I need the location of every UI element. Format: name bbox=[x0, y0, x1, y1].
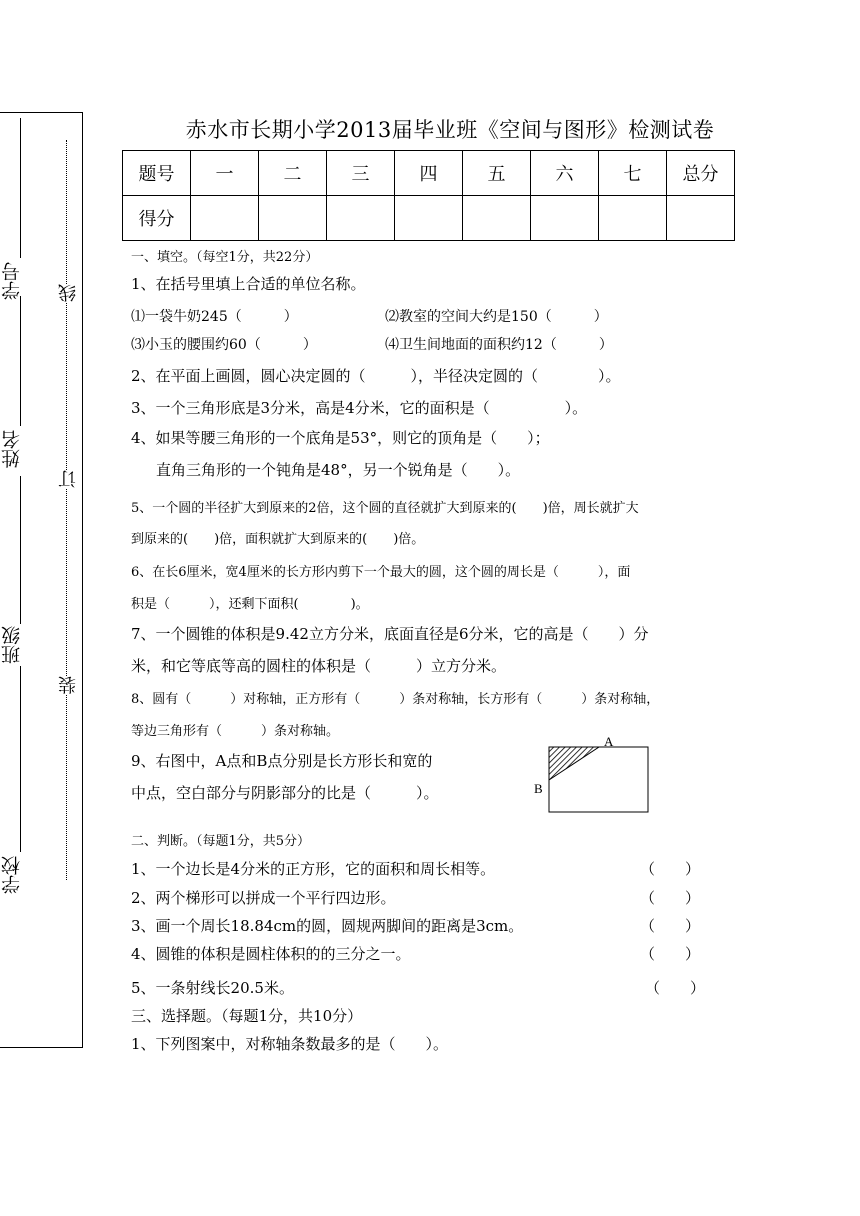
question-1d: ⑷卫生间地面的面积约12（ ） bbox=[385, 337, 613, 353]
question-3: 3、一个三角形底是3分米，高是4分米，它的面积是（ ）。 bbox=[131, 399, 588, 417]
header-cell: 七 bbox=[599, 151, 667, 196]
header-cell: 五 bbox=[463, 151, 531, 196]
score-table-score-row bbox=[123, 196, 735, 241]
exam-title: 赤水市长期小学2013届毕业班《空间与图形》检测试卷 bbox=[185, 118, 715, 142]
score-cell[interactable] bbox=[531, 196, 599, 241]
class-line bbox=[20, 476, 21, 624]
row-label-cell: 得分 bbox=[123, 196, 191, 241]
score-cell[interactable] bbox=[395, 196, 463, 241]
label-student-number: 学号 bbox=[1, 262, 23, 300]
question-9a: 9、右图中，A点和B点分别是长方形长和宽的 bbox=[131, 752, 433, 770]
name-line bbox=[20, 296, 21, 426]
label-name: 姓名 bbox=[1, 430, 23, 468]
figure-point-b: B bbox=[534, 781, 543, 796]
score-cell[interactable] bbox=[191, 196, 259, 241]
question-5b: 到原来的( )倍，面积就扩大到原来的( )倍。 bbox=[131, 532, 425, 547]
score-cell[interactable] bbox=[259, 196, 327, 241]
seal-char-xian: 线 bbox=[56, 284, 82, 302]
score-cell[interactable] bbox=[599, 196, 667, 241]
judge-answer-5[interactable]: （ ） bbox=[645, 979, 706, 997]
judge-answer-1[interactable]: （ ） bbox=[640, 860, 701, 878]
judge-item-1: 1、一个边长是4分米的正方形，它的面积和周长相等。 bbox=[131, 860, 496, 878]
section1-heading: 一、填空。（每空1分，共22分） bbox=[131, 250, 319, 265]
question-4a: 4、如果等腰三角形的一个底角是53°，则它的顶角是（ ）； bbox=[131, 429, 550, 447]
question-1: 1、在括号里填上合适的单位名称。 bbox=[131, 275, 366, 293]
judge-item-3: 3、画一个周长18.84cm的圆，圆规两脚间的距离是3cm。 bbox=[131, 917, 524, 935]
score-cell[interactable] bbox=[667, 196, 735, 241]
section3-heading: 三、选择题。（每题1分，共10分） bbox=[131, 1007, 363, 1025]
header-cell: 一 bbox=[191, 151, 259, 196]
judge-item-5: 5、一条射线长20.5米。 bbox=[131, 979, 294, 997]
question-7a: 7、一个圆锥的体积是9.42立方分米，底面直径是6分米，它的高是（ ）分 bbox=[131, 625, 649, 643]
question-4b: 直角三角形的一个钝角是48°，另一个锐角是（ ）。 bbox=[156, 461, 521, 479]
question-6b: 积是（ ），还剩下面积( )。 bbox=[131, 597, 369, 612]
score-cell[interactable] bbox=[463, 196, 531, 241]
header-cell: 三 bbox=[327, 151, 395, 196]
question-7b: 米，和它等底等高的圆柱的体积是（ ）立方分米。 bbox=[131, 657, 507, 675]
header-cell: 总分 bbox=[667, 151, 735, 196]
question-5a: 5、一个圆的半径扩大到原来的2倍，这个圆的直径就扩大到原来的( )倍，周长就扩大 bbox=[131, 501, 639, 516]
question-2: 2、在平面上画圆，圆心决定圆的（ ），半径决定圆的（ ）。 bbox=[131, 367, 621, 385]
school-line bbox=[20, 666, 21, 852]
seal-char-zhuang: 装 bbox=[56, 676, 82, 694]
choice-question-1: 1、下列图案中，对称轴条数最多的是（ ）。 bbox=[131, 1035, 449, 1053]
section2-heading: 二、判断。（每题1分，共5分） bbox=[131, 834, 311, 849]
score-cell[interactable] bbox=[327, 196, 395, 241]
judge-answer-3[interactable]: （ ） bbox=[640, 917, 701, 935]
question-9b: 中点，空白部分与阴影部分的比是（ ）。 bbox=[131, 784, 439, 802]
seal-dotted-line bbox=[66, 140, 67, 880]
header-cell: 四 bbox=[395, 151, 463, 196]
question-8a: 8、圆有（ ）对称轴，正方形有（ ）条对称轴，长方形有（ ）条对称轴， bbox=[131, 692, 660, 707]
score-table-header-row bbox=[123, 151, 735, 196]
question-1a: ⑴一袋牛奶245（ ） bbox=[131, 309, 298, 325]
figure-shaded-triangle bbox=[549, 747, 599, 780]
header-cell: 六 bbox=[531, 151, 599, 196]
question-1c: ⑶小玉的腰围约60（ ） bbox=[131, 337, 317, 353]
question-8b: 等边三角形有（ ）条对称轴。 bbox=[131, 724, 340, 739]
header-cell: 题号 bbox=[123, 151, 191, 196]
question-1b: ⑵教室的空间大约是150（ ） bbox=[385, 309, 608, 325]
score-table bbox=[122, 150, 735, 241]
judge-answer-2[interactable]: （ ） bbox=[640, 889, 701, 907]
judge-answer-4[interactable]: （ ） bbox=[640, 945, 701, 963]
question-6a: 6、在长6厘米，宽4厘米的长方形内剪下一个最大的圆，这个圆的周长是（ ），面 bbox=[131, 565, 631, 580]
figure-point-a: A bbox=[604, 734, 614, 749]
label-class: 班级 bbox=[1, 626, 23, 664]
label-school: 学校 bbox=[1, 856, 23, 894]
seal-char-ding: 订 bbox=[56, 470, 82, 488]
judge-item-2: 2、两个梯形可以拼成一个平行四边形。 bbox=[131, 889, 396, 907]
header-cell: 二 bbox=[259, 151, 327, 196]
binding-margin bbox=[0, 112, 83, 1048]
rectangle-figure bbox=[525, 730, 655, 820]
judge-item-4: 4、圆锥的体积是圆柱体积的的三分之一。 bbox=[131, 945, 411, 963]
student-number-line bbox=[20, 118, 21, 258]
